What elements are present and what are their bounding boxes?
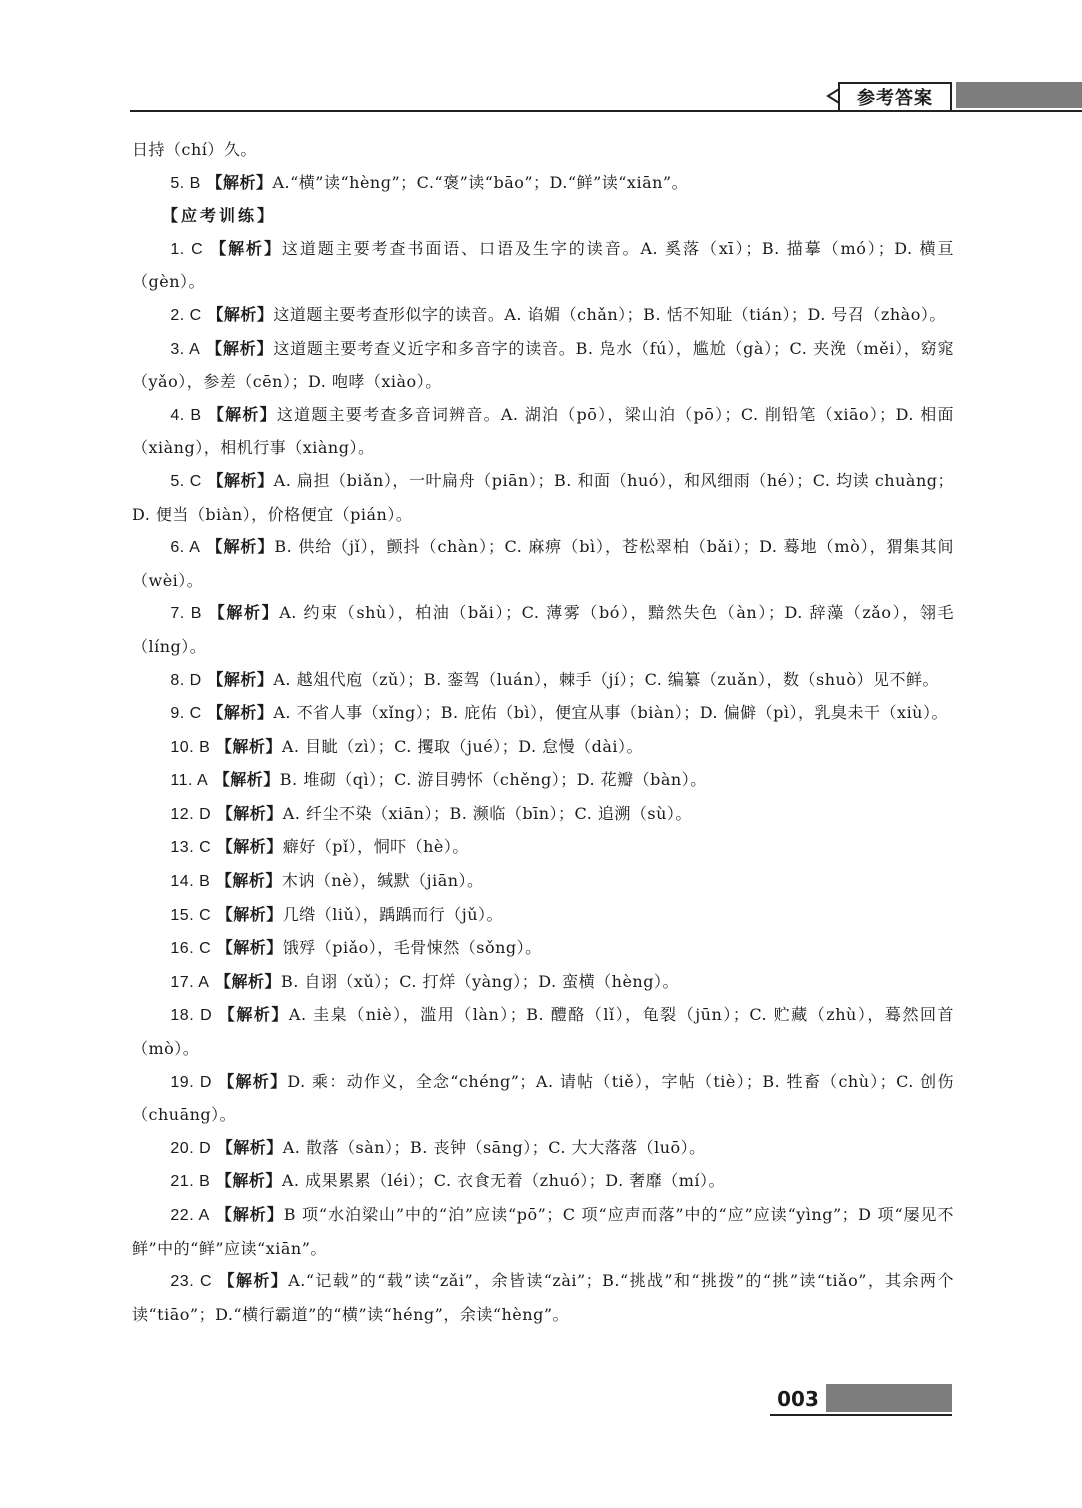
item-number: 16. C: [170, 940, 212, 958]
item-text: D. 乘：动作义，全念“chéng”；A. 请帖（tiě），字帖（tiè）；B. 牲畜（chù）；C. 创伤（chuāng）。: [132, 1071, 954, 1125]
item-tag: 【解析】: [206, 537, 275, 557]
item-text: 这道题主要考查义近字和多音字的读音。B. 凫水（fú），尴尬（gà）；C. 夹浼（měi），窈窕（yǎo），参差（cēn）；D. 咆哮（xiào）。: [132, 338, 954, 392]
answer-content: [132, 134, 954, 1331]
item-number: 1. C: [170, 240, 204, 258]
answer-item: [132, 1265, 954, 1331]
answer-item: [132, 697, 954, 731]
item-number: 17. A: [170, 973, 210, 991]
item-number: 9. C: [170, 705, 202, 723]
item-tag: 【解析】: [208, 603, 280, 623]
item-tag: 【解析】: [216, 938, 283, 958]
item-tag: 【解析】: [213, 770, 280, 790]
header-tab-label: 参考答案: [838, 82, 952, 110]
item-text: B 项“水泊梁山”中的“泊”应读“pō”；C 项“应声而落”中的“应”应读“yìng”；D 项“屡见不鲜”中的“鲜”应读“xiān”。: [132, 1205, 954, 1258]
answer-item: [132, 399, 954, 465]
item-text: B. 自诩（xǔ）；C. 打烊（yàng）；D. 蛮横（hèng）。: [280, 971, 679, 991]
item-tag: 【解析】: [207, 669, 274, 689]
header-gray-bar: [956, 82, 1082, 108]
item-number: 10. B: [170, 738, 211, 756]
answer-item: [132, 1132, 954, 1166]
item-number: 6. A: [170, 539, 201, 557]
intro-item: [132, 167, 954, 201]
item-number: 11. A: [170, 772, 209, 790]
item-text: 这道题主要考查书面语、口语及生字的读音。A. 奚落（xī）；B. 描摹（mó）；D. 横亘（gèn）。: [132, 238, 954, 292]
item-text: A. 约束（shù），柏油（bǎi）；C. 薄雾（bó），黯然失色（àn）；D. 辞藻（zǎo），翎毛（líng）。: [132, 603, 954, 656]
item-text: A. 成果累累（léi）；C. 衣食无着（zhuó）；D. 奢靡（mí）。: [281, 1171, 726, 1191]
answer-item: [132, 531, 954, 597]
answer-list: [132, 233, 954, 1332]
item-number: 2. C: [170, 306, 202, 324]
item-text: B. 堆砌（qì）；C. 游目骋怀（chěng）；D. 花瓣（bàn）。: [279, 770, 707, 790]
item-text: 木讷（nè），缄默（jiān）。: [281, 871, 484, 891]
answer-item: [132, 798, 954, 832]
item-tag: 【解析】: [218, 1005, 289, 1025]
item-tag: 【解析】: [216, 904, 283, 924]
footer-rule: [770, 1414, 952, 1416]
item-tag: 【解析】: [215, 871, 282, 891]
answer-item: [132, 597, 954, 663]
item-number: 22. A: [170, 1207, 210, 1224]
answer-item: [132, 1066, 954, 1132]
answer-item: [132, 865, 954, 899]
item-text: 几绺（liǔ），踽踽而行（jǔ）。: [282, 904, 504, 924]
item-tag: 【解析】: [215, 1171, 282, 1191]
item-text: 这道题主要考查形似字的读音。A. 谄媚（chǎn）；B. 恬不知耻（tián）；D. 号召（zhào）。: [273, 304, 946, 324]
answer-item: [132, 299, 954, 333]
item-text: A. 越俎代庖（zǔ）；B. 銮驾（luán），棘手（jí）；C. 编纂（zuǎn），数（shuò）见不鲜。: [273, 669, 939, 689]
item-tag: 【解析】: [216, 837, 283, 857]
item-tag: 【解析】: [207, 703, 274, 723]
item-number: 19. D: [170, 1073, 212, 1091]
item-number: 20. D: [170, 1139, 212, 1157]
item-number: 14. B: [170, 873, 211, 891]
item-number: 5. C: [170, 472, 202, 490]
item-text: A. 圭臬（niè），滥用（làn）；B. 醴酪（lǐ），龟裂（jūn）；C. 贮藏（zhù），蓦然回首（mò）。: [132, 1005, 954, 1059]
item-tag: 【解析】: [218, 1271, 289, 1291]
item-text: A. 不省人事（xǐng）；B. 庇佑（bì），便宜从事（biàn）；D. 偏僻（pì），乳臭未干（xiù）。: [273, 703, 948, 723]
item-number: 7. B: [170, 605, 202, 623]
item-tag: 【解析】: [207, 304, 274, 324]
answer-item: [132, 966, 954, 1000]
item-text: 这道题主要考查多音词辨音。A. 湖泊（pō），梁山泊（pō）；C. 削铅笔（xiāo）；D. 相面（xiàng），相机行事（xiàng）。: [132, 404, 954, 458]
item-text: A.“记载”的“载”读“zǎi”，余皆读“zài”；B.“挑战”和“挑拨”的“挑”读“tiǎo”，其余两个读“tiāo”；D.“横行霸道”的“横”读“héng”，余读“hèng”。: [132, 1271, 954, 1324]
item-text: 癖好（pǐ），恫吓（hè）。: [282, 837, 469, 857]
item-tag: 【解析】: [216, 803, 283, 823]
item-text: B. 供给（jǐ），颤抖（chàn）；C. 麻痹（bì），苍松翠柏（bǎi）；D. 蓦地（mò），猬集其间（wèi）。: [132, 537, 954, 590]
item-number: 4. B: [170, 406, 202, 424]
answer-item: [132, 465, 954, 531]
section-title: 【应考训练】: [162, 206, 277, 226]
answer-item: [132, 731, 954, 765]
header-rule: [130, 110, 1082, 112]
intro-text: 日持（chí）久。: [132, 140, 257, 159]
item-text: A. 纤尘不染（xiān）；B. 濒临（bīn）；C. 追溯（sù）。: [282, 803, 692, 823]
answer-item: [132, 1165, 954, 1199]
item-text: A. 散落（sàn）；B. 丧钟（sāng）；C. 大大落落（luō）。: [282, 1137, 706, 1157]
answer-item: [132, 333, 954, 399]
item-text: 饿殍（piǎo），毛骨悚然（sǒng）。: [282, 938, 542, 958]
item-text: A. 扁担（biǎn），一叶扁舟（piān）；B. 和面（huó），和风细雨（hé）；C. 均读 chuàng；D. 便当（biàn），价格便宜（pián）。: [132, 470, 954, 524]
item-tag: 【解析】: [206, 338, 274, 358]
item-number: 15. C: [170, 906, 212, 924]
answer-item: [132, 233, 954, 299]
item-number: 13. C: [170, 839, 212, 857]
item-tag: 【解析】: [214, 971, 281, 991]
item-text: A. 目眦（zì）；C. 攫取（jué）；D. 怠慢（dài）。: [281, 736, 644, 756]
item-tag: 【解析】: [215, 736, 282, 756]
answer-item: [132, 1199, 954, 1265]
answer-item: [132, 999, 954, 1065]
item-tag: 【解析】: [218, 1071, 288, 1091]
item-tag: 【解析】: [215, 1205, 284, 1224]
item-tag: 【解析】: [210, 238, 282, 258]
answer-item: [132, 831, 954, 865]
answer-item: [132, 899, 954, 933]
item-number: 23. C: [170, 1273, 213, 1291]
footer-gray-bar: [826, 1384, 952, 1412]
item-tag: 【解析】: [207, 470, 274, 490]
item-number: 5. B: [170, 174, 201, 192]
item-number: 8. D: [170, 671, 202, 689]
item-text: A.“横”读“hènɡ”；C.“褒”读“bāo”；D.“鲜”读“xiān”。: [272, 172, 689, 192]
item-tag: 【解析】: [206, 172, 273, 192]
item-number: 18. D: [170, 1007, 213, 1025]
item-number: 12. D: [170, 805, 212, 823]
item-number: 21. B: [170, 1173, 211, 1191]
item-tag: 【解析】: [207, 404, 277, 424]
answer-item: [132, 764, 954, 798]
item-tag: 【解析】: [216, 1137, 283, 1157]
page-number: 003: [777, 1387, 819, 1411]
answer-item: [132, 932, 954, 966]
answer-item: [132, 664, 954, 698]
item-number: 3. A: [170, 340, 201, 358]
